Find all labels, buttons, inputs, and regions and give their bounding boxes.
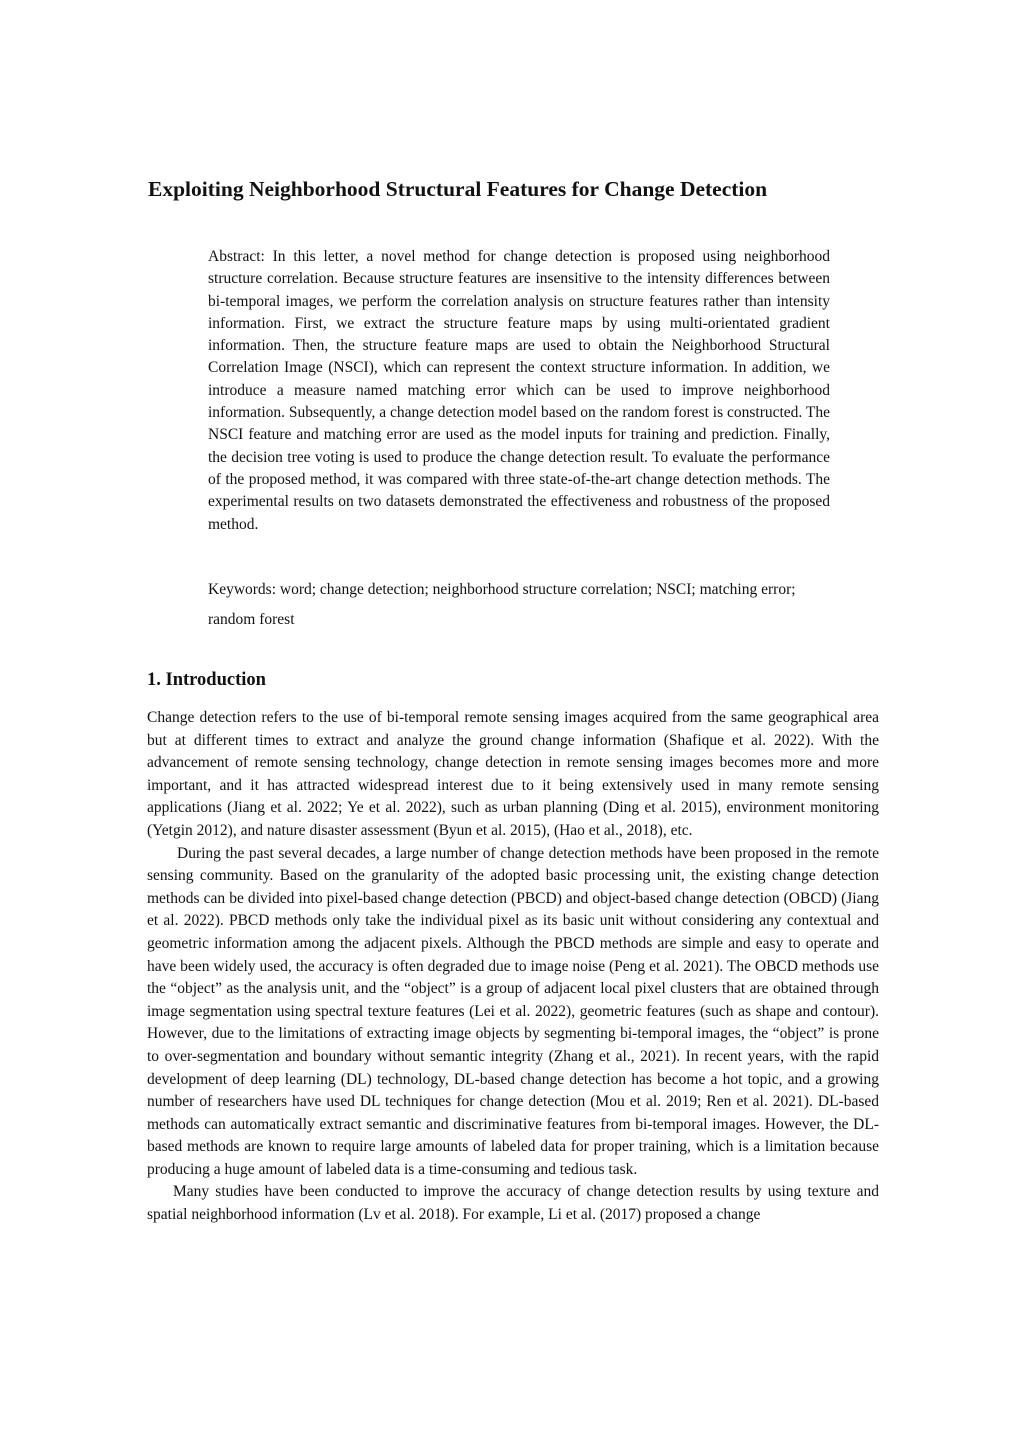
- keywords-line: Keywords: word; change detection; neighborhood structure correlation; NSCI; matching error; random forest: [208, 581, 796, 628]
- abstract-paragraph: Abstract: In this letter, a novel method for change detection is proposed using neighborhood structure correlation. Because structure features are insensitive to the intensity differences between bi-temporal images, we perform the correlation analysis on structure features rather than intensity information. First, we extract the structure feature maps by using multi-orientated gradient information. Then, the structure feature maps are used to obtain the Neighborhood Structural Correlation Image (NSCI), which can represent the context structure information. In addition, we introduce a measure named matching error which can be used to improve neighborhood information. Subsequently, a change detection model based on the random forest is constructed. The NSCI feature and matching error are used as the model inputs for training and prediction. Finally, the decision tree voting is used to produce the change detection result. To evaluate the performance of the proposed method, it was compared with three state-of-the-art change detection methods. The experimental results on two datasets demonstrated the effectiveness and robustness of the proposed method.: [208, 248, 830, 533]
- introduction-body: [147, 707, 879, 1227]
- intro-paragraph-2: During the past several decades, a large number of change detection methods have been proposed in the remote sensing community. Based on the granularity of the adopted basic processing unit, the existing change detection methods can be divided into pixel-based change detection (PBCD) and object-based change detection (OBCD) (Jiang et al. 2022). PBCD methods only take the individual pixel as its basic unit without considering any contextual and geometric information among the adjacent pixels. Although the PBCD methods are simple and easy to operate and have been widely used, the accuracy is often degraded due to image noise (Peng et al. 2021). The OBCD methods use the “object” as the analysis unit, and the “object” is a group of adjacent local pixel clusters that are obtained through image segmentation using spectral texture features (Lei et al. 2022), geometric features (such as shape and contour). However, due to the limitations of extracting image objects by segmenting bi-temporal images, the “object” is prone to over-segmentation and boundary without semantic integrity (Zhang et al., 2021). In recent years, with the rapid development of deep learning (DL) technology, DL-based change detection has become a hot topic, and a growing number of researchers have used DL techniques for change detection (Mou et al. 2019; Ren et al. 2021). DL-based methods can automatically extract semantic and discriminative features from bi-temporal images. However, the DL-based methods are known to require large amounts of labeled data for proper training, which is a limitation because producing a huge amount of labeled data is a time-consuming and tedious task.: [147, 844, 879, 1178]
- section-heading-introduction: 1. Introduction: [147, 670, 266, 690]
- intro-paragraph-1: Change detection refers to the use of bi-temporal remote sensing images acquired from the same geographical area but at different times to extract and analyze the ground change information (Shafique et al. 2022). With the advancement of remote sensing technology, change detection in remote sensing images becomes more and more important, and it has attracted widespread interest due to it being extensively used in many remote sensing applications (Jiang et al. 2022; Ye et al. 2022), such as urban planning (Ding et al. 2015), environment monitoring (Yetgin 2012), and nature disaster assessment (Byun et al. 2015), (Hao et al., 2018), etc.: [147, 709, 879, 839]
- intro-paragraph-3: Many studies have been conducted to improve the accuracy of change detection results by using texture and spatial neighborhood information (Lv et al. 2018). For example, Li et al. (2017) proposed a change: [147, 1183, 879, 1224]
- paper-title: Exploiting Neighborhood Structural Features for Change Detection: [148, 177, 768, 201]
